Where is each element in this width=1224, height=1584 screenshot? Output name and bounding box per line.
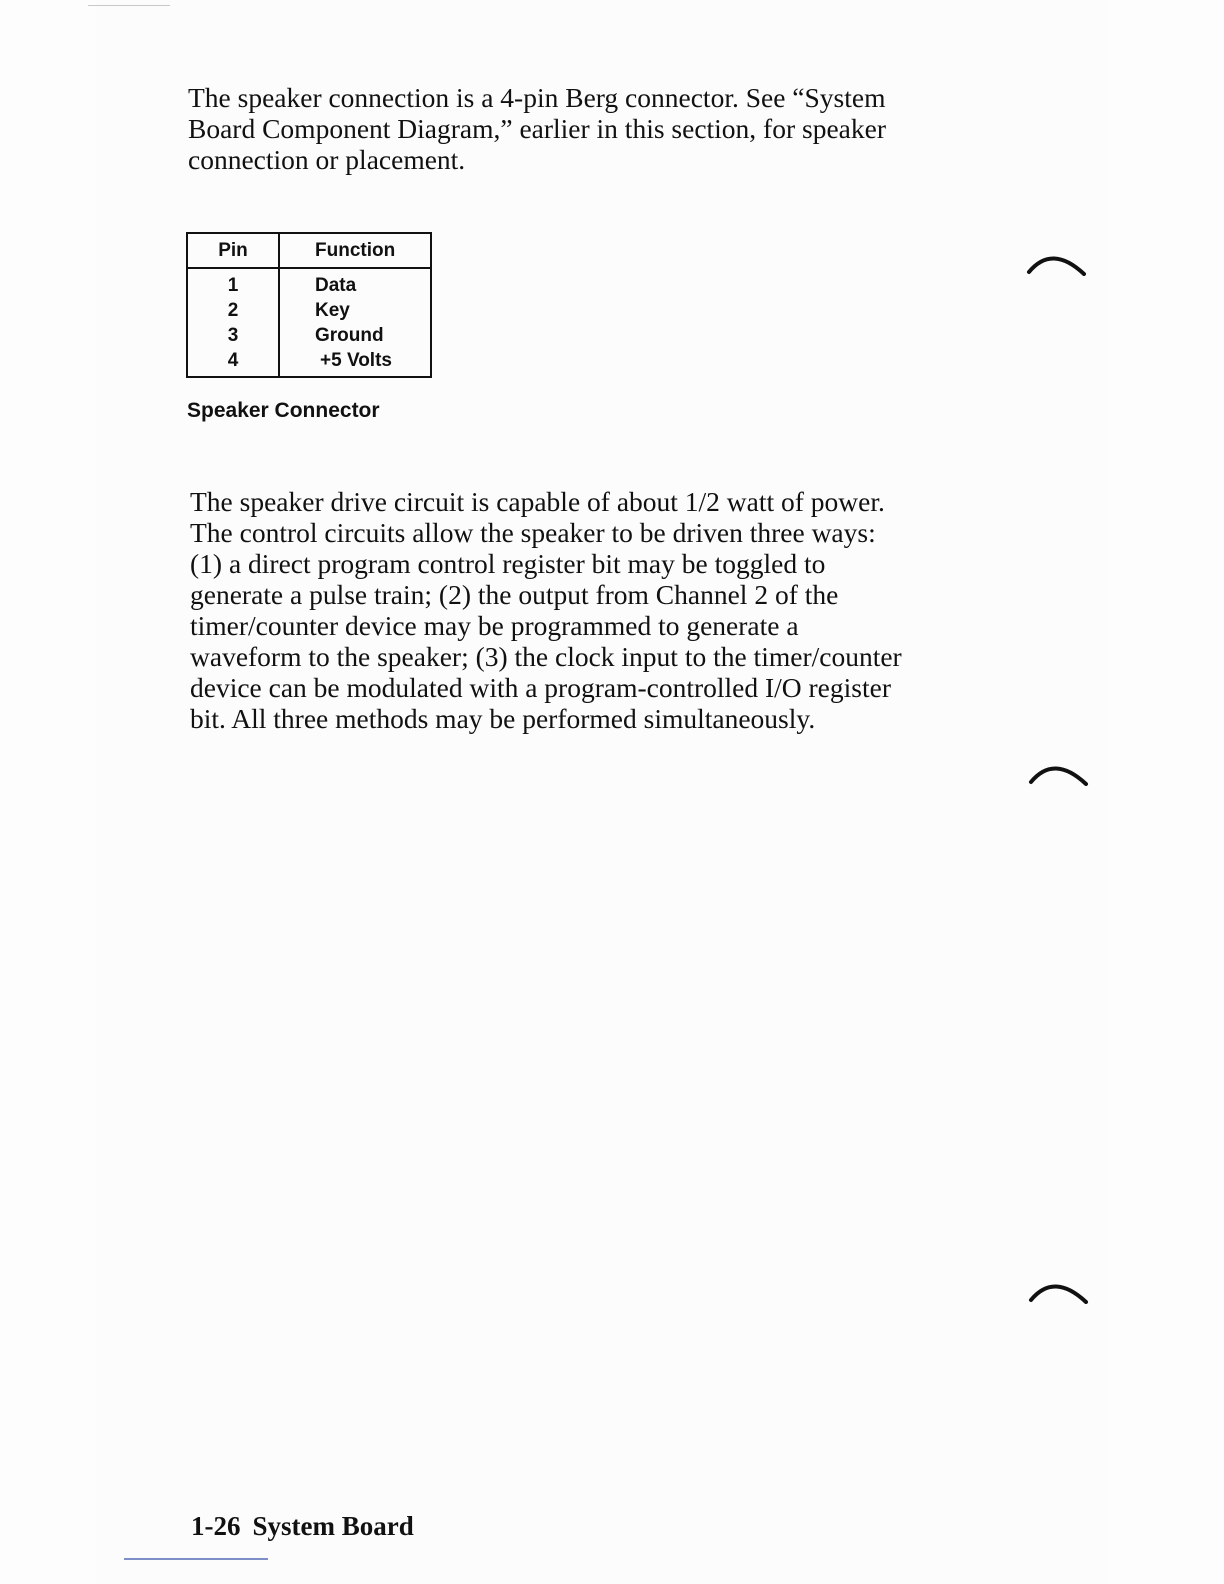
- body-paragraph: [190, 486, 902, 734]
- body-line: The speaker drive circuit is capable of about 1/2 watt of power.: [190, 486, 885, 517]
- page-number: 1-26: [191, 1511, 241, 1541]
- pin-cell: 3: [187, 323, 279, 348]
- function-column-header: Function: [279, 233, 431, 268]
- section-title: System Board: [252, 1511, 414, 1541]
- intro-line: connection or placement.: [188, 144, 466, 175]
- body-line: generate a pulse train; (2) the output from Channel 2 of the: [190, 579, 839, 610]
- page-footer: [191, 1511, 414, 1542]
- pin-cell: 4: [187, 348, 279, 377]
- intro-paragraph: [188, 82, 886, 175]
- pin-cell: 1: [187, 268, 279, 298]
- function-cell: +5 Volts: [320, 349, 392, 371]
- body-line: device can be modulated with a program-controlled I/O register: [190, 672, 891, 703]
- table-row: [187, 323, 431, 348]
- binder-hole-mark: [1028, 1276, 1090, 1304]
- body-line: timer/counter device may be programmed to generate a: [190, 610, 799, 641]
- speaker-connector-table: [186, 232, 432, 378]
- table-row: [187, 298, 431, 323]
- table-header-row: [187, 233, 431, 268]
- function-cell: Ground: [315, 324, 384, 346]
- table-caption: Speaker Connector: [187, 399, 380, 422]
- body-line: waveform to the speaker; (3) the clock input to the timer/counter: [190, 641, 902, 672]
- pin-column-header: Pin: [187, 233, 279, 268]
- function-cell: Key: [315, 299, 350, 321]
- binder-hole-mark: [1028, 758, 1090, 786]
- body-line: The control circuits allow the speaker to be driven three ways:: [190, 517, 876, 548]
- table-row: [187, 348, 431, 377]
- function-cell: Data: [315, 274, 357, 296]
- scan-edge-line: [88, 5, 170, 6]
- body-line: bit. All three methods may be performed simultaneously.: [190, 703, 816, 734]
- scan-edge-line: [124, 1558, 268, 1560]
- intro-line: Board Component Diagram,” earlier in this section, for speaker: [188, 113, 886, 144]
- pin-cell: 2: [187, 298, 279, 323]
- intro-line: The speaker connection is a 4-pin Berg connector. See “System: [188, 82, 886, 113]
- body-line: (1) a direct program control register bit may be toggled to: [190, 548, 826, 579]
- table-row: [187, 268, 431, 298]
- binder-hole-mark: [1026, 248, 1088, 276]
